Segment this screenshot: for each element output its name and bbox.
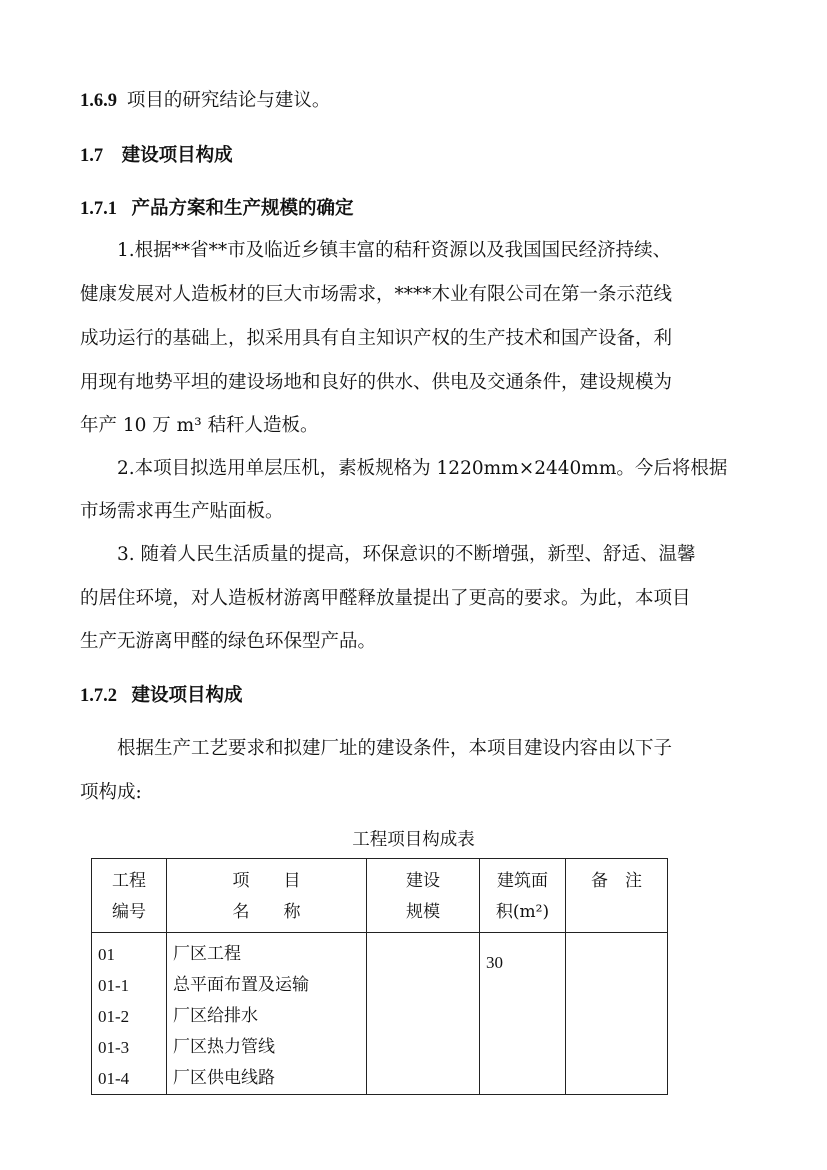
header-line: 名 称 — [232, 902, 301, 922]
name-item: 厂区热力管线 — [173, 1037, 275, 1057]
paragraph-line: 年产 10 万 m³ 秸秆人造板。 — [80, 415, 319, 436]
code-item: 01 — [98, 945, 115, 964]
heading-1-7 — [80, 145, 233, 167]
header-line: 积(m²) — [495, 902, 550, 922]
header-name — [167, 859, 367, 933]
heading-1-7-2 — [80, 685, 242, 707]
paragraph-line: 3. 随着人民生活质量的提高，环保意识的不断增强，新型、舒适、温馨 — [117, 544, 696, 565]
paragraph-line: 健康发展对人造板材的巨大市场需求，****木业有限公司在第一条示范线 — [80, 284, 673, 305]
heading-number: 1.6.9 — [80, 91, 117, 111]
header-code — [92, 859, 167, 933]
code-item: 01-4 — [98, 1069, 130, 1088]
code-item: 01-2 — [98, 1007, 130, 1026]
paragraph-line: 项构成: — [80, 782, 142, 803]
header-line: 建设 — [406, 871, 440, 891]
header-line: 备 注 — [591, 871, 642, 891]
header-line: 工程 — [112, 871, 146, 891]
area-value: 30 — [486, 953, 503, 972]
heading-number: 1.7.1 — [80, 199, 117, 219]
header-line: 编号 — [112, 902, 146, 922]
area-cell — [480, 933, 566, 1095]
name-item: 总平面布置及运输 — [173, 975, 309, 995]
code-item: 01-1 — [98, 976, 130, 995]
name-cell — [167, 933, 367, 1095]
heading-number: 1.7.2 — [80, 686, 117, 706]
header-line: 建筑面 — [497, 871, 548, 891]
paragraph-line: 2.本项目拟选用单层压机，素板规格为 1220mm×2440mm。今后将根据 — [117, 458, 728, 479]
table-header-row — [92, 859, 668, 933]
code-cell — [92, 933, 167, 1095]
paragraph-line: 市场需求再生产贴面板。 — [80, 501, 284, 522]
heading-1-6-9 — [80, 90, 330, 112]
heading-text: 建设项目构成 — [131, 685, 243, 706]
name-item: 厂区工程 — [173, 944, 241, 964]
paragraph-line: 生产无游离甲醛的绿色环保型产品。 — [80, 631, 377, 652]
name-item: 厂区供电线路 — [173, 1068, 275, 1088]
header-area — [480, 859, 566, 933]
scale-cell — [367, 933, 480, 1095]
code-item: 01-3 — [98, 1038, 130, 1057]
header-line: 规模 — [406, 902, 440, 922]
paragraph-line: 1.根据**省**市及临近乡镇丰富的秸秆资源以及我国国民经济持续、 — [117, 240, 672, 261]
header-scale — [367, 859, 480, 933]
table-row — [92, 933, 668, 1095]
paragraph-line: 用现有地势平坦的建设场地和良好的供水、供电及交通条件，建设规模为 — [80, 372, 673, 393]
header-line: 项 目 — [232, 871, 301, 891]
paragraph-line: 的居住环境，对人造板材游离甲醛释放量提出了更高的要求。为此，本项目 — [80, 588, 691, 609]
project-composition-table — [91, 858, 668, 1095]
name-item: 厂区给排水 — [173, 1006, 258, 1026]
heading-number: 1.7 — [80, 146, 104, 166]
note-cell — [566, 933, 668, 1095]
header-note — [566, 859, 668, 933]
heading-text: 建设项目构成 — [121, 145, 233, 166]
paragraph-line: 成功运行的基础上，拟采用具有自主知识产权的生产技术和国产设备，利 — [80, 328, 673, 349]
paragraph-line: 根据生产工艺要求和拟建厂址的建设条件，本项目建设内容由以下子 — [117, 738, 673, 759]
table-caption: 工程项目构成表 — [352, 830, 475, 850]
heading-text: 产品方案和生产规模的确定 — [131, 198, 354, 219]
heading-1-7-1 — [80, 198, 353, 220]
heading-text: 项目的研究结论与建议。 — [126, 90, 331, 111]
